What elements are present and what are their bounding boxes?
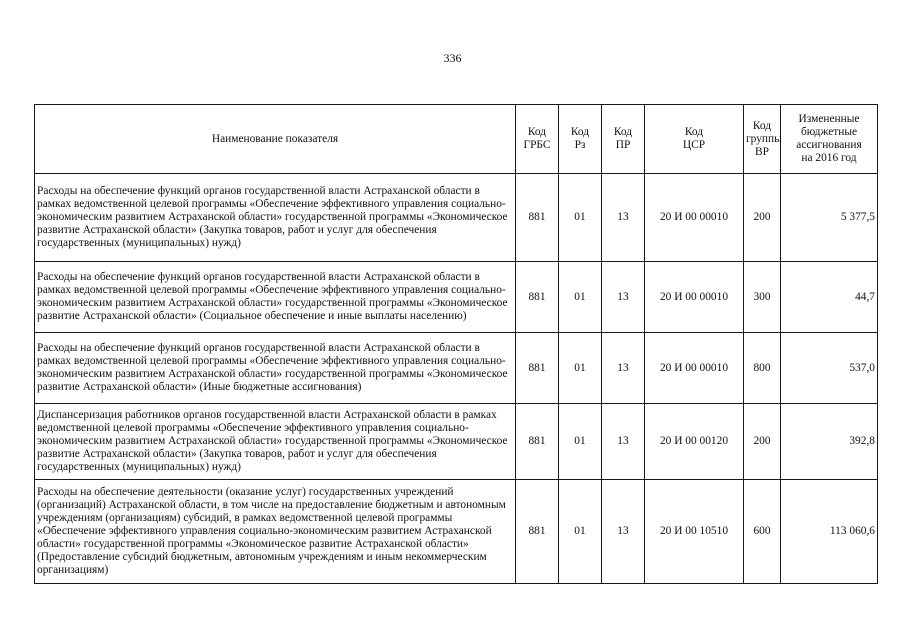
row-vr: 200	[744, 404, 781, 480]
row-vr: 600	[744, 480, 781, 584]
row-rz: 01	[559, 480, 602, 584]
row-grbs: 881	[516, 480, 559, 584]
row-grbs: 881	[516, 404, 559, 480]
row-pr: 13	[602, 404, 645, 480]
row-pr: 13	[602, 262, 645, 333]
row-rz: 01	[559, 174, 602, 262]
row-name: Расходы на обеспечение деятельности (оказание услуг) государственных учреждений (организаций) Астраханской области, в том числе на предоставление бюджетным и автономным учреждениям (организациям) субсидий, в рамках ведомственной целевой программы «Обеспечение эффективного управления социально-экономическим развитием Астраханской области» государственной программы «Экономическое развитие Астраханской области» (Предоставление субсидий бюджетным, автономным учреждениям и иным некоммерческим организациям)	[35, 480, 516, 584]
row-amount: 5 377,5	[781, 174, 878, 262]
row-rz: 01	[559, 333, 602, 404]
table-row	[35, 262, 878, 333]
row-pr: 13	[602, 480, 645, 584]
row-amount: 392,8	[781, 404, 878, 480]
header-vr: Код группы ВР	[744, 105, 781, 174]
row-rz: 01	[559, 404, 602, 480]
row-name: Расходы на обеспечение функций органов государственной власти Астраханской области в рамках ведомственной целевой программы «Обеспечение эффективного управления социально-экономическим развитием Астраханской области» государственной программы «Экономическое развитие Астраханской области» (Закупка товаров, работ и услуг для обеспечения государственных (муниципальных) нужд)	[35, 174, 516, 262]
budget-table	[34, 104, 878, 584]
header-amount: Измененные бюджетные ассигнования на 2016 год	[781, 105, 878, 174]
row-csr: 20 И 00 00010	[645, 174, 744, 262]
row-csr: 20 И 00 00120	[645, 404, 744, 480]
row-amount: 44,7	[781, 262, 878, 333]
row-pr: 13	[602, 333, 645, 404]
header-name: Наименование показателя	[35, 105, 516, 174]
row-vr: 200	[744, 174, 781, 262]
row-vr: 800	[744, 333, 781, 404]
header-csr: Код ЦСР	[645, 105, 744, 174]
header-rz: Код Рз	[559, 105, 602, 174]
header-grbs: Код ГРБС	[516, 105, 559, 174]
row-name: Расходы на обеспечение функций органов государственной власти Астраханской области в рамках ведомственной целевой программы «Обеспечение эффективного управления социально-экономическим развитием Астраханской области» государственной программы «Экономическое развитие Астраханской области» (Иные бюджетные ассигнования)	[35, 333, 516, 404]
header-pr: Код ПР	[602, 105, 645, 174]
row-rz: 01	[559, 262, 602, 333]
row-pr: 13	[602, 174, 645, 262]
table-row	[35, 404, 878, 480]
table-row	[35, 480, 878, 584]
row-vr: 300	[744, 262, 781, 333]
row-csr: 20 И 00 00010	[645, 262, 744, 333]
table-header-row	[35, 105, 878, 174]
row-amount: 113 060,6	[781, 480, 878, 584]
page-number: 336	[443, 51, 462, 65]
row-name: Диспансеризация работников органов государственной власти Астраханской области в рамках ведомственной целевой программы «Обеспечение эффективного управления социально-экономическим развитием Астраханской области» государственной программы «Экономическое развитие Астраханской области» (Закупка товаров, работ и услуг для обеспечения государственных (муниципальных) нужд)	[35, 404, 516, 480]
row-grbs: 881	[516, 333, 559, 404]
row-csr: 20 И 00 10510	[645, 480, 744, 584]
row-name: Расходы на обеспечение функций органов государственной власти Астраханской области в рамках ведомственной целевой программы «Обеспечение эффективного управления социально-экономическим развитием Астраханской области» государственной программы «Экономическое развитие Астраханской области» (Социальное обеспечение и иные выплаты населению)	[35, 262, 516, 333]
table-row	[35, 174, 878, 262]
row-grbs: 881	[516, 174, 559, 262]
table-row	[35, 333, 878, 404]
row-amount: 537,0	[781, 333, 878, 404]
row-csr: 20 И 00 00010	[645, 333, 744, 404]
row-grbs: 881	[516, 262, 559, 333]
